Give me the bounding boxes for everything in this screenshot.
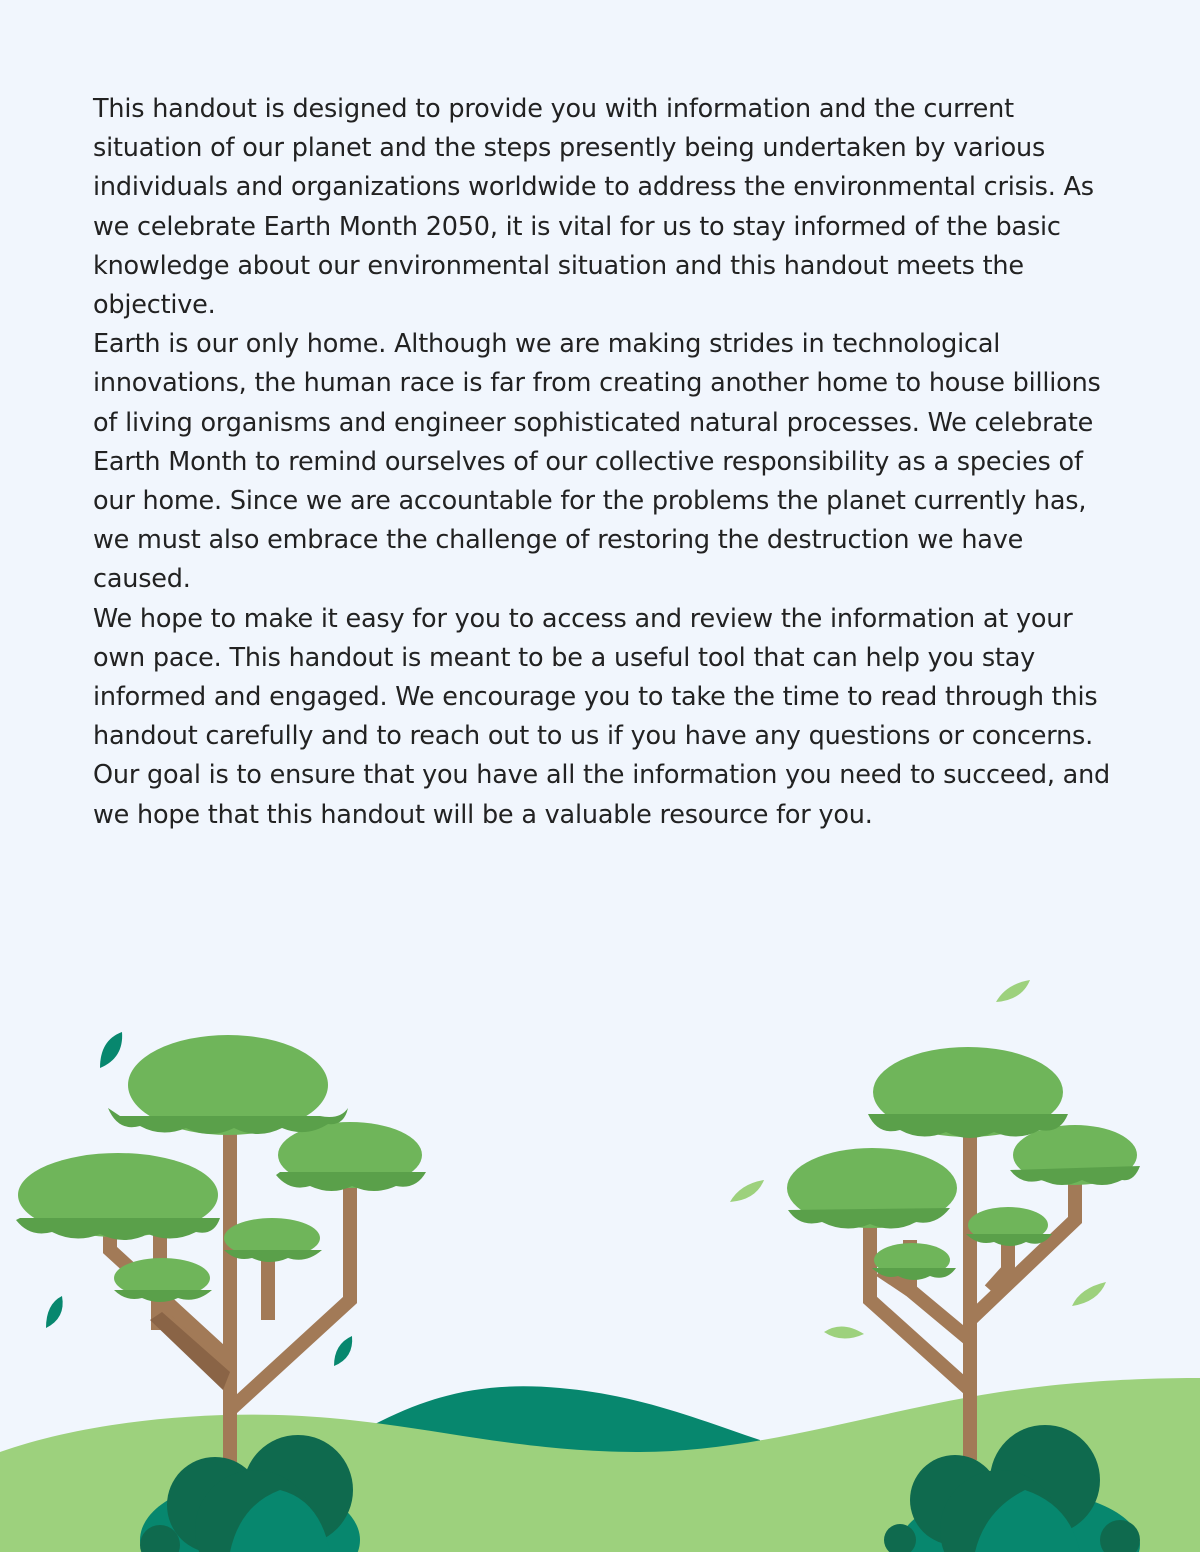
falling-leaves <box>46 980 1106 1366</box>
leaf-2 <box>46 1296 63 1328</box>
leaf-5 <box>730 1180 764 1202</box>
leaf-3 <box>334 1336 352 1366</box>
paragraph-intro: This handout is designed to provide you with information and the current situation of our planet and the steps presently being undertaken by various individuals and organizations worldwide to address the environmental crisis. As we celebrate Earth Month 2050, it is vital for us to stay informed of the basic knowledge about our environmental situation and this handout meets the objective. <box>93 94 1094 321</box>
handout-body <box>93 90 1123 835</box>
hill-light-green <box>0 1378 1200 1552</box>
paragraph-purpose: We hope to make it easy for you to access and review the information at your own pace. This handout is meant to be a useful tool that can help you stay informed and engaged. We encourage you to take the time to read through this handout carefully and to reach out to us if you have any questions or concerns. Our goal is to ensure that you have all the information you need to succeed, and we hope that this handout will be a valuable resource for you. <box>93 603 1111 830</box>
paragraph-earth-home: Earth is our only home. Although we are making strides in technological innovations, the human race is far from creating another home to house billions of living organisms and engineer sophisticated natural processes. We celebrate Earth Month to remind ourselves of our collective responsibility as a species of our home. Since we are accountable for the problems the planet currently has, we must also embrace the challenge of restoring the destruction we have caused. <box>93 329 1101 595</box>
leaf-1 <box>100 1032 122 1068</box>
hill-teal <box>330 1386 760 1552</box>
tree-right <box>787 1047 1140 1552</box>
leaf-4 <box>996 980 1030 1002</box>
leaf-7 <box>824 1326 864 1338</box>
tree-left <box>16 1035 426 1552</box>
leaf-6 <box>1072 1282 1106 1306</box>
